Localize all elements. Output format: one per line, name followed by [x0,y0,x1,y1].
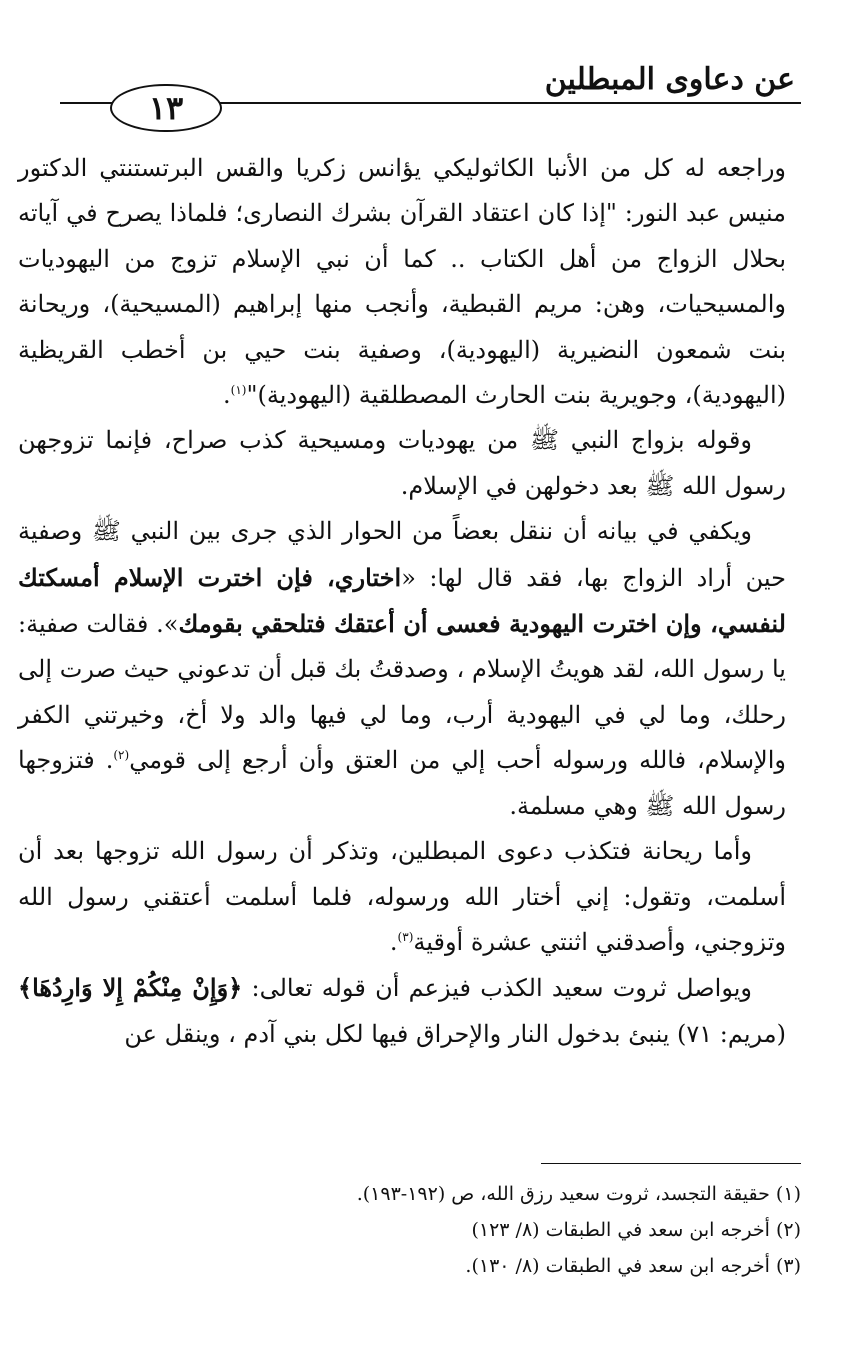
text-run: ». فقالت صفية: يا رسول الله، لقد هويتُ الإسلام ، وصدقتُ بك قبل أن تدعوني حيث صرت إلى رحلك، وما لي في اليهودية أرب، وما لي فيها والد ولا أخ، وخيرتني الكفر والإسلام، فالله ورسوله أحب إلي من العتق وأن أرجع إلى قومي [18,610,787,775]
footnote-marker: (١) [230,383,247,398]
text-run: . [223,381,231,410]
text-run: . فتزوجها رسول الله ﷺ وهي مسلمة. [18,746,786,820]
footnote-marker: (٣) [397,929,414,944]
paragraph [18,829,786,965]
emphasized-text: اختاري، فإن اخترت الإسلام أمسكتك لنفسي، وإن اخترت اليهودية فعسى أن أعتقك فتلحقي بقومك [18,562,786,639]
emphasized-text: ﴿وَإِنْ مِنْكُمْ إِلا وَارِدُهَا﴾ [18,973,243,1003]
page-number-badge: ١٣ [110,84,222,132]
page-header [60,62,801,132]
text-run: . [389,927,398,956]
footnote-separator [541,1163,801,1164]
body-text [18,146,786,1057]
text-run: ويكفي في بيانه أن ننقل بعضاً من الحوار الذي جرى بين النبي ﷺ وصفية حين أراد الزواج بها، فقد قال لها: « [18,517,786,592]
paragraph [18,146,786,418]
footnote-3: (٣) أخرجه ابن سعد في الطبقات (٨/ ١٣٠). [465,1255,801,1277]
footnote-2: (٢) أخرجه ابن سعد في الطبقات (٨/ ١٢٣) [471,1219,801,1241]
footnote-1: (١) حقيقة التجسد، ثروت سعيد رزق الله، ص (١٩٢-١٩٣). [356,1183,801,1205]
paragraph [18,418,786,509]
footnote-marker: (٢) [113,748,130,763]
running-title: عن دعاوى المبطلين [544,62,795,97]
footnotes [60,1176,801,1284]
text-run: وأما ريحانة فتكذب دعوى المبطلين، وتذكر أن رسول الله تزوجها بعد أن أسلمت، وتقول: إني أختار الله ورسوله، فلما أسلمت أعتقني رسول الله وتزوجني، وأصدقني اثنتي عشرة أوقية [18,837,786,956]
paragraph [18,965,786,1057]
text-run: وراجعه له كل من الأنبا الكاثوليكي يؤانس زكريا والقس البرتستنتي الدكتور منيس عبد النور: "إذا كان اعتقاد القرآن بشرك النصارى؛ فلماذا يصرح في آياته بحلال الزواج من أهل الكتاب .. كما أن نبي الإسلام تزوج من اليهوديات والمسيحيات، وهن: مريم القبطية، وأنجب منها إبراهيم (المسيحية)، وريحانة بنت شمعون النضيرية (اليهودية)، وصفية بنت حيي بن أخطب القريظية (اليهودية)، وجويرية بنت الحارث المصطلقية (اليهودية)" [18,154,786,410]
text-run: ويواصل ثروت سعيد الكذب فيزعم أن قوله تعالى: [242,974,752,1003]
text-run: (مريم: ٧١) ينبئ بدخول النار والإحراق فيها لكل بني آدم ، وينقل عن [124,1019,786,1048]
text-run: وقوله بزواج النبي ﷺ من يهوديات ومسيحية كذب صراح، فإنما تزوجهن رسول الله ﷺ بعد دخولهن في الإسلام. [18,426,786,500]
paragraph [18,509,786,829]
